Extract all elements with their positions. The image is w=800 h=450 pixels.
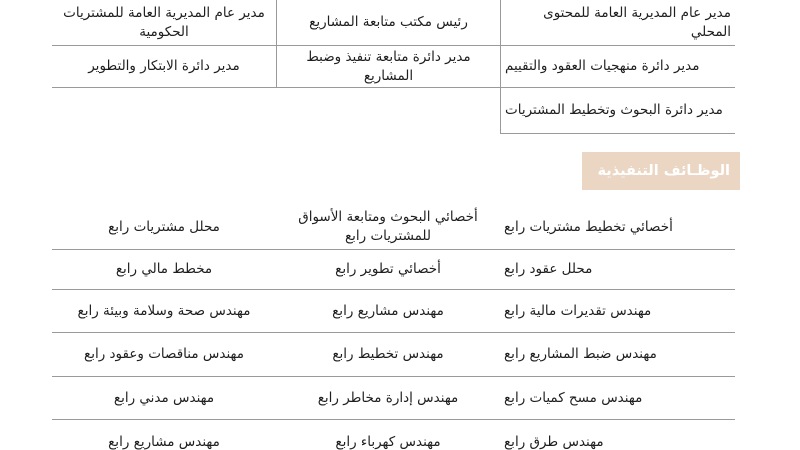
- table-cell: مهندس مشاريع رابع: [52, 420, 276, 450]
- table-cell-empty: [276, 88, 500, 134]
- table-cell: مهندس كهرباء رابع: [276, 420, 500, 450]
- table-cell: مهندس تخطيط رابع: [276, 333, 500, 377]
- table-cell: مهندس مناقصات وعقود رابع: [52, 333, 276, 377]
- table-cell: مدير دائرة الابتكار والتطوير: [52, 46, 276, 88]
- section-header-executive-jobs: الوظـائف التنفيذية: [582, 152, 740, 190]
- table-cell: مهندس ضبط المشاريع رابع: [500, 333, 735, 377]
- table-cell: رئيس مكتب متابعة المشاريع: [276, 0, 500, 46]
- table-cell: محلل مشتريات رابع: [52, 205, 276, 250]
- table-cell: محلل عقود رابع: [500, 250, 735, 290]
- table-cell: أخصائي تخطيط مشتريات رابع: [500, 205, 735, 250]
- table-cell: مدير دائرة البحوث وتخطيط المشتريات: [500, 88, 735, 134]
- table-cell: مدير عام المديرية العامة للمحتوى المحلي: [500, 0, 735, 46]
- table-cell: مدير دائرة متابعة تنفيذ وضبط المشاريع: [276, 46, 500, 88]
- table-cell: مهندس مدني رابع: [52, 377, 276, 420]
- top-positions-table: [52, 0, 735, 134]
- table-cell: مهندس إدارة مخاطر رابع: [276, 377, 500, 420]
- table-cell: مهندس صحة وسلامة وبيئة رابع: [52, 290, 276, 333]
- table-cell-empty: [52, 88, 276, 134]
- table-cell: مدير دائرة منهجيات العقود والتقييم: [500, 46, 735, 88]
- table-cell: أخصائي البحوث ومتابعة الأسواق للمشتريات رابع: [276, 205, 500, 250]
- table-cell: أخصائي تطوير رابع: [276, 250, 500, 290]
- table-cell: مهندس تقديرات مالية رابع: [500, 290, 735, 333]
- table-cell: مهندس طرق رابع: [500, 420, 735, 450]
- table-cell: مدير عام المديرية العامة للمشتريات الحكومية: [52, 0, 276, 46]
- table-cell: مهندس مسح كميات رابع: [500, 377, 735, 420]
- table-cell: مخطط مالي رابع: [52, 250, 276, 290]
- table-cell: مهندس مشاريع رابع: [276, 290, 500, 333]
- executive-jobs-table: [52, 205, 735, 450]
